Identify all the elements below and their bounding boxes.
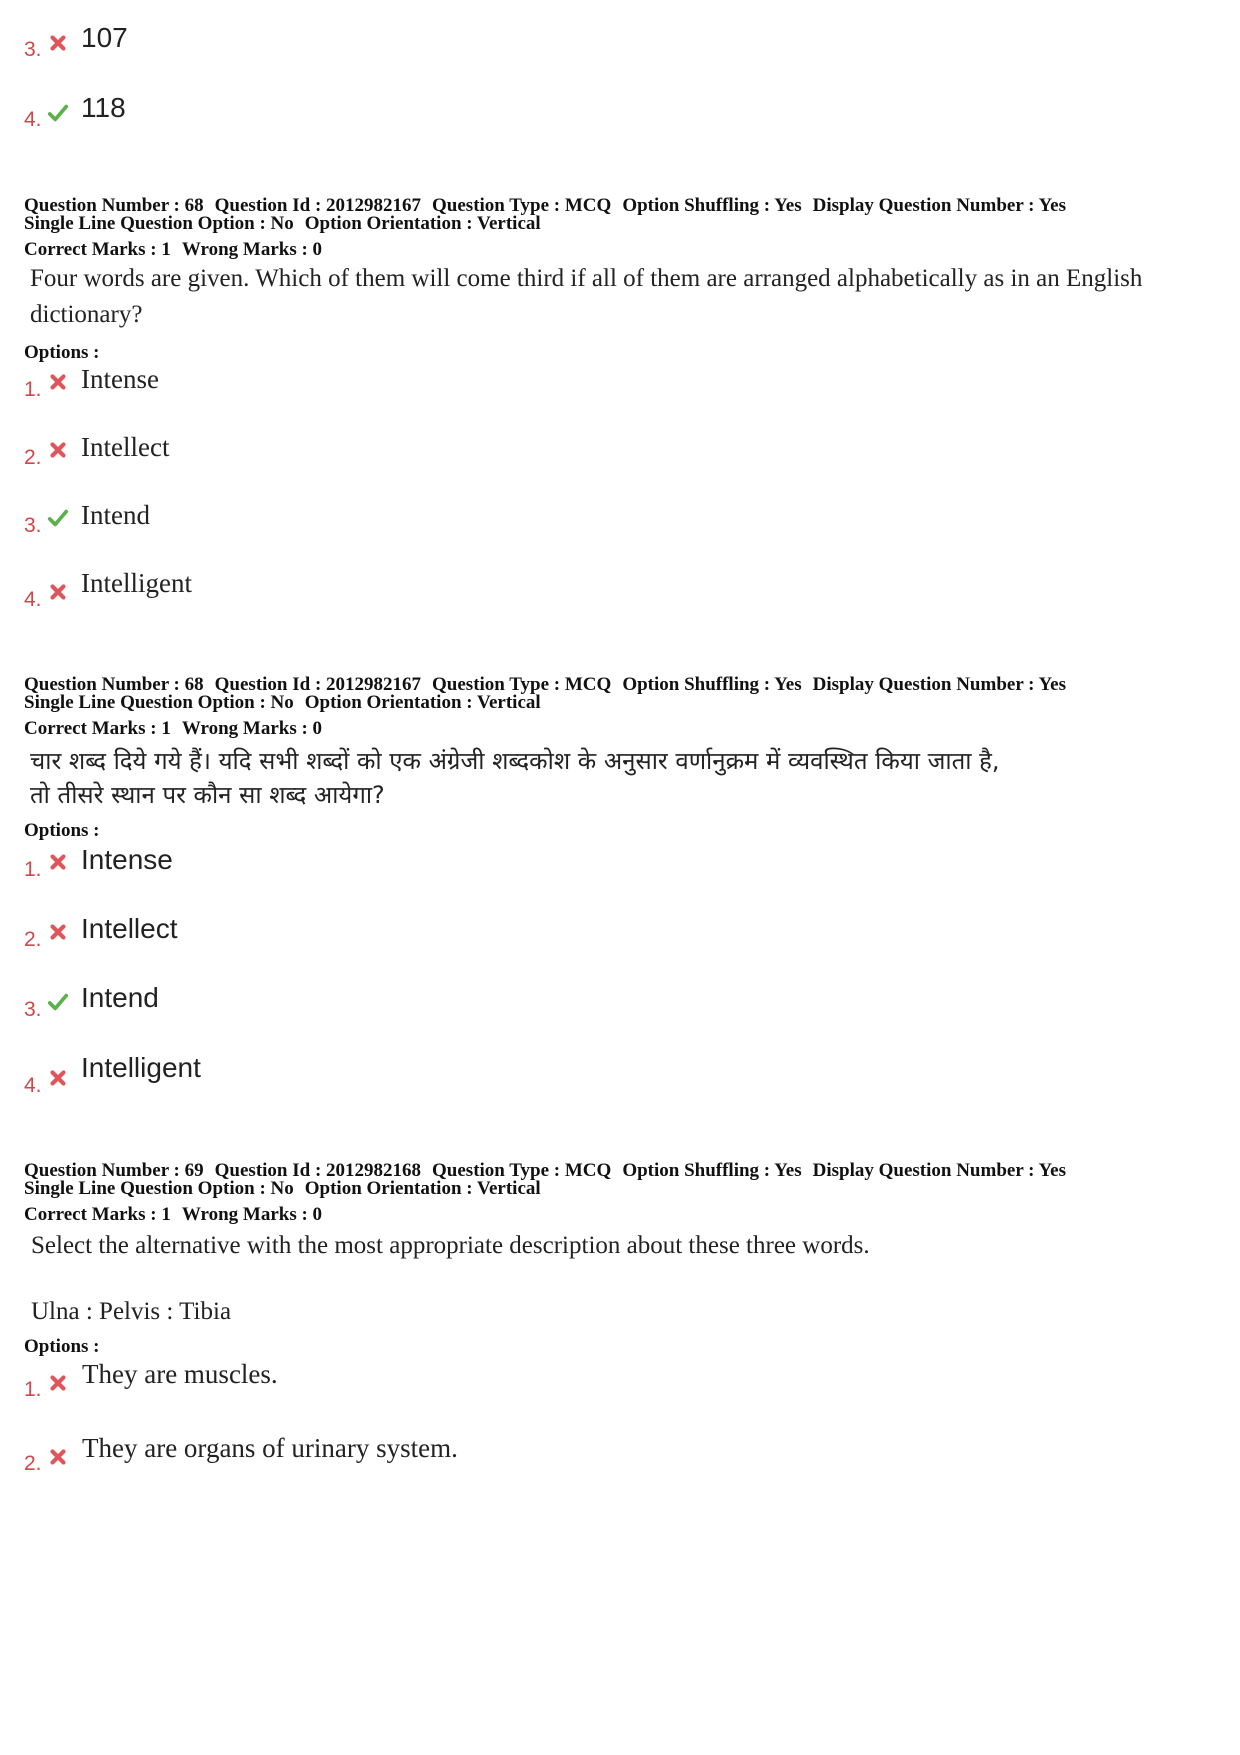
question-id: Question Id : 2012982167	[214, 674, 422, 695]
question-number: Question Number : 68	[24, 674, 204, 695]
question-meta-2	[24, 213, 552, 234]
option-text: Intense	[81, 844, 173, 875]
correct-marks: Correct Marks : 1	[24, 1204, 171, 1225]
check-icon	[47, 991, 69, 1013]
marks-line	[24, 239, 333, 260]
question-text: Select the alternative with the most appropriate description about these three words.	[31, 1232, 870, 1259]
options-label: Options :	[24, 820, 100, 841]
option-number: 3.	[24, 998, 42, 1021]
option-number: 1.	[24, 858, 42, 881]
option-orientation: Option Orientation : Vertical	[304, 1178, 541, 1199]
display-question-number: Display Question Number : Yes	[812, 1160, 1066, 1181]
cross-icon	[47, 1446, 69, 1468]
wrong-marks: Wrong Marks : 0	[181, 718, 323, 739]
option-number: 3.	[24, 514, 42, 537]
question-text-cont: तो तीसरे स्थान पर कौन सा शब्द आयेगा?	[30, 781, 385, 809]
option-text: 107	[81, 22, 128, 53]
question-text: Four words are given. Which of them will come third if all of them are arranged alphabetically as in an English	[30, 265, 1143, 292]
single-line-option: Single Line Question Option : No	[24, 692, 294, 713]
question-type: Question Type : MCQ	[432, 1160, 612, 1181]
option-number: 1.	[24, 1378, 42, 1401]
option-number: 2.	[24, 1452, 42, 1475]
question-words: Ulna : Pelvis : Tibia	[31, 1298, 232, 1325]
question-meta-2	[24, 692, 552, 713]
option-number: 3.	[24, 38, 42, 61]
option-number: 2.	[24, 446, 42, 469]
option-shuffling: Option Shuffling : Yes	[622, 195, 802, 216]
correct-marks: Correct Marks : 1	[24, 718, 171, 739]
question-id: Question Id : 2012982168	[214, 1160, 422, 1181]
options-label: Options :	[24, 1336, 100, 1357]
question-type: Question Type : MCQ	[432, 674, 612, 695]
cross-icon	[47, 371, 69, 393]
option-number: 1.	[24, 378, 42, 401]
question-type: Question Type : MCQ	[432, 195, 612, 216]
option-text: Intelligent	[81, 1052, 201, 1083]
cross-icon	[47, 32, 69, 54]
wrong-marks: Wrong Marks : 0	[181, 239, 323, 260]
marks-line	[24, 1204, 333, 1225]
wrong-marks: Wrong Marks : 0	[181, 1204, 323, 1225]
option-orientation: Option Orientation : Vertical	[304, 213, 541, 234]
option-number: 4.	[24, 1074, 42, 1097]
option-text: They are muscles.	[82, 1359, 278, 1389]
option-number: 4.	[24, 108, 42, 131]
option-number: 4.	[24, 588, 42, 611]
option-shuffling: Option Shuffling : Yes	[622, 674, 802, 695]
question-number: Question Number : 69	[24, 1160, 204, 1181]
question-text-cont: dictionary?	[30, 301, 143, 328]
option-text: Intellect	[81, 432, 170, 462]
option-text: Intend	[81, 500, 150, 530]
correct-marks: Correct Marks : 1	[24, 239, 171, 260]
cross-icon	[47, 921, 69, 943]
option-text: Intense	[81, 364, 159, 394]
check-icon	[47, 102, 69, 124]
option-text: Intend	[81, 982, 159, 1013]
options-label: Options :	[24, 342, 100, 363]
cross-icon	[47, 581, 69, 603]
cross-icon	[47, 1067, 69, 1089]
cross-icon	[47, 1372, 69, 1394]
question-id: Question Id : 2012982167	[214, 195, 422, 216]
cross-icon	[47, 851, 69, 873]
check-icon	[47, 507, 69, 529]
option-orientation: Option Orientation : Vertical	[304, 692, 541, 713]
display-question-number: Display Question Number : Yes	[812, 195, 1066, 216]
cross-icon	[47, 439, 69, 461]
option-shuffling: Option Shuffling : Yes	[622, 1160, 802, 1181]
option-text: 118	[81, 92, 126, 123]
question-text: चार शब्द दिये गये हैं। यदि सभी शब्दों को एक अंग्रेजी शब्दकोश के अनुसार वर्णानुक्रम में व्यवस्थित किया जाता है,	[30, 747, 1000, 775]
question-number: Question Number : 68	[24, 195, 204, 216]
single-line-option: Single Line Question Option : No	[24, 1178, 294, 1199]
question-meta-2	[24, 1178, 552, 1199]
single-line-option: Single Line Question Option : No	[24, 213, 294, 234]
display-question-number: Display Question Number : Yes	[812, 674, 1066, 695]
option-text: They are organs of urinary system.	[82, 1433, 458, 1463]
marks-line	[24, 718, 333, 739]
option-text: Intellect	[81, 913, 178, 944]
option-text: Intelligent	[81, 568, 192, 598]
option-number: 2.	[24, 928, 42, 951]
